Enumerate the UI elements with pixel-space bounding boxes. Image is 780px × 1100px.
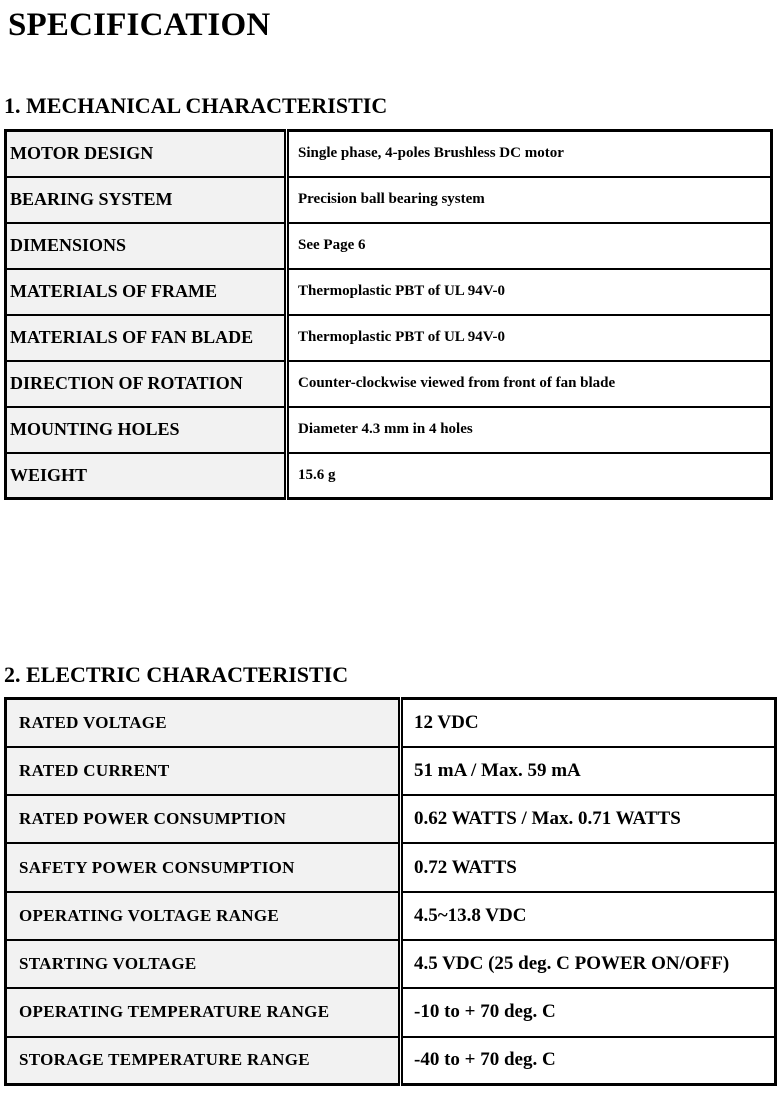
electric-characteristic-table <box>4 697 777 1086</box>
spec-value: -40 to + 70 deg. C <box>401 1037 776 1085</box>
spec-value: Single phase, 4-poles Brushless DC motor <box>287 131 772 177</box>
spec-label: STORAGE TEMPERATURE RANGE <box>6 1037 401 1085</box>
table-row <box>6 940 776 988</box>
table-row <box>6 1037 776 1085</box>
spec-value: 12 VDC <box>401 699 776 747</box>
table-row <box>6 131 772 177</box>
spec-label: MATERIALS OF FAN BLADE <box>6 315 287 361</box>
spec-label: DIMENSIONS <box>6 223 287 269</box>
spec-value: -10 to + 70 deg. C <box>401 988 776 1036</box>
spec-value: 0.72 WATTS <box>401 843 776 891</box>
table-row <box>6 361 772 407</box>
spec-label: RATED POWER CONSUMPTION <box>6 795 401 843</box>
table-row <box>6 795 776 843</box>
table-row <box>6 747 776 795</box>
spec-label: MATERIALS OF FRAME <box>6 269 287 315</box>
spec-label: DIRECTION OF ROTATION <box>6 361 287 407</box>
table-row <box>6 315 772 361</box>
table-row <box>6 177 772 223</box>
spec-label: RATED CURRENT <box>6 747 401 795</box>
table-row <box>6 269 772 315</box>
page-title: SPECIFICATION <box>8 7 271 43</box>
spec-label: RATED VOLTAGE <box>6 699 401 747</box>
spec-value: 4.5~13.8 VDC <box>401 892 776 940</box>
spec-label: STARTING VOLTAGE <box>6 940 401 988</box>
table-row <box>6 223 772 269</box>
spec-value: Thermoplastic PBT of UL 94V-0 <box>287 315 772 361</box>
spec-value: 4.5 VDC (25 deg. C POWER ON/OFF) <box>401 940 776 988</box>
spec-value: Thermoplastic PBT of UL 94V-0 <box>287 269 772 315</box>
table-row <box>6 699 776 747</box>
table-row <box>6 407 772 453</box>
spec-value: Counter-clockwise viewed from front of fan blade <box>287 361 772 407</box>
spec-value: Diameter 4.3 mm in 4 holes <box>287 407 772 453</box>
electric-section-title: 2. ELECTRIC CHARACTERISTIC <box>4 662 349 687</box>
table-row <box>6 988 776 1036</box>
spec-label: WEIGHT <box>6 453 287 499</box>
spec-value: Precision ball bearing system <box>287 177 772 223</box>
spec-value: 51 mA / Max. 59 mA <box>401 747 776 795</box>
spec-label: MOTOR DESIGN <box>6 131 287 177</box>
spec-label: OPERATING VOLTAGE RANGE <box>6 892 401 940</box>
spec-value: 0.62 WATTS / Max. 0.71 WATTS <box>401 795 776 843</box>
spec-label: SAFETY POWER CONSUMPTION <box>6 843 401 891</box>
spec-label: BEARING SYSTEM <box>6 177 287 223</box>
spec-value: See Page 6 <box>287 223 772 269</box>
mechanical-section-title: 1. MECHANICAL CHARACTERISTIC <box>4 93 388 118</box>
spec-label: OPERATING TEMPERATURE RANGE <box>6 988 401 1036</box>
mechanical-characteristic-table <box>4 129 773 500</box>
table-row <box>6 453 772 499</box>
spec-label: MOUNTING HOLES <box>6 407 287 453</box>
table-row <box>6 892 776 940</box>
spec-value: 15.6 g <box>287 453 772 499</box>
table-row <box>6 843 776 891</box>
